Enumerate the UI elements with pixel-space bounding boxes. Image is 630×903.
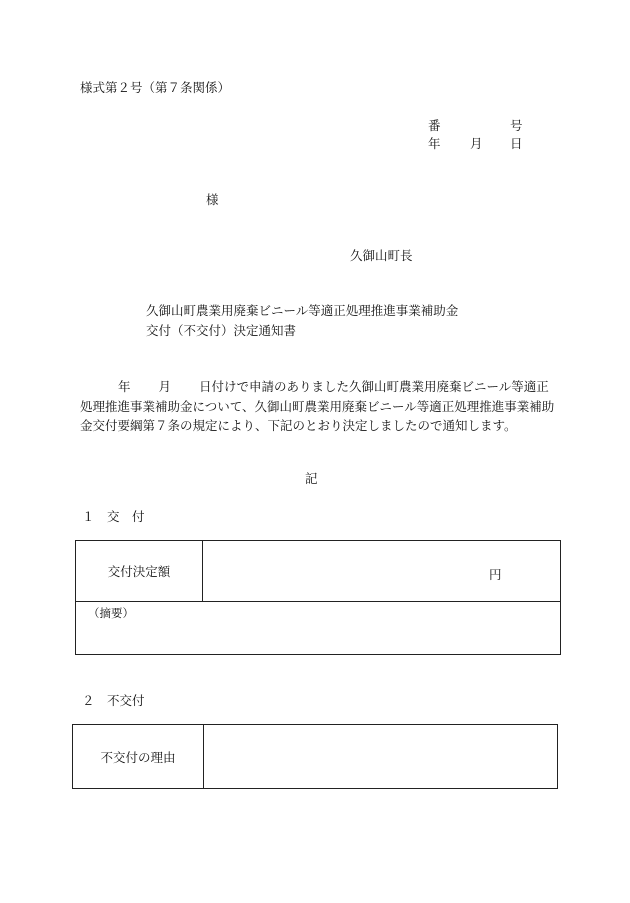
body-paragraph (80, 377, 555, 436)
form-number: 様式第２号（第７条関係） (80, 80, 231, 95)
ki-heading: 記 (305, 471, 318, 486)
date-year-label: 年 (428, 136, 441, 151)
summary-label: （摘要） (88, 606, 134, 620)
section2-heading: ２ 不交付 (82, 693, 145, 708)
addressee-honorific: 様 (206, 192, 219, 207)
body-year-label: 年 (118, 379, 131, 394)
document-number-suffix: 号 (510, 118, 523, 133)
grant-amount-row (76, 541, 560, 602)
document-title-line1: 久御山町農業用廃棄ビニール等適正処理推進事業補助金 (146, 303, 459, 318)
non-grant-reason-label: 不交付の理由 (73, 725, 204, 788)
issuer-name: 久御山町長 (350, 248, 413, 263)
yen-unit: 円 (489, 567, 502, 582)
grant-amount-label: 交付決定額 (76, 541, 203, 601)
non-grant-table (72, 724, 558, 789)
document-number-label: 番 (428, 118, 441, 133)
date-day-label: 日 (510, 136, 523, 151)
date-month-label: 月 (470, 136, 483, 151)
body-text: 日付けで申請のありました久御山町農業用廃棄ビニール等適正処理推進事業補助金について、久御山町農業用廃棄ビニール等適正処理推進事業補助金交付要綱第７条の規定により、下記のとおり決定しましたので通知します。 (80, 379, 555, 433)
grant-table (75, 540, 561, 655)
section1-heading: １ 交 付 (82, 509, 145, 524)
body-month-label: 月 (158, 379, 172, 394)
document-title-line2: 交付（不交付）決定通知書 (146, 323, 297, 338)
